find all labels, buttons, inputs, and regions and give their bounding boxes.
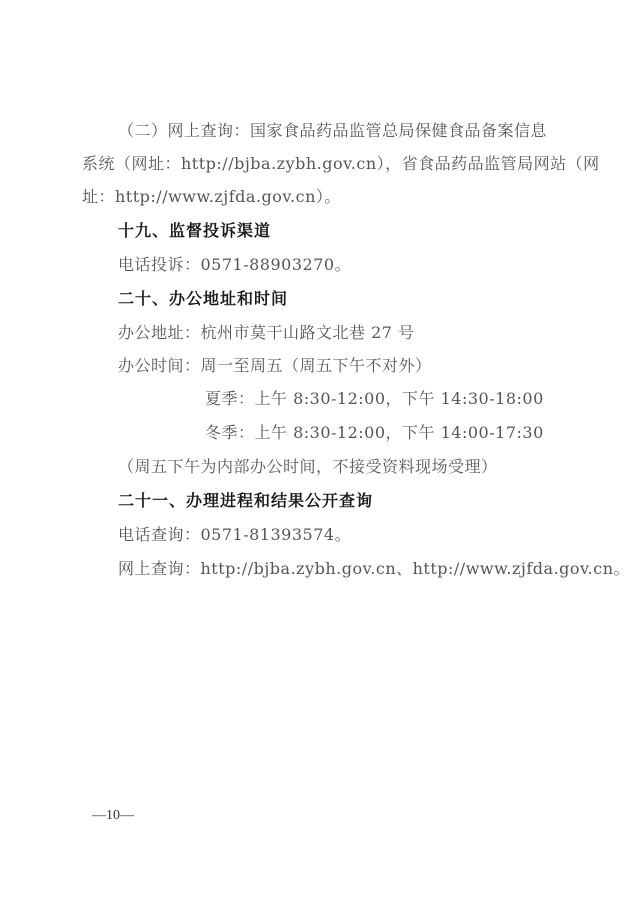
section-20-heading: 二十、办公地址和时间 [118,289,289,308]
online-query-line-3: 址：http://www.zjfda.gov.cn）。 [82,187,341,206]
section-21-phone: 电话查询：0571-81393574。 [118,525,352,544]
page-number: —10— [92,808,134,823]
online-query-line-2: 系统（网址：http://bjba.zybh.gov.cn），省食品药品监管局网站（网 [82,154,600,173]
online-query-line-1: （二）网上查询：国家食品药品监管总局保健食品备案信息 [118,121,548,140]
section-21-heading: 二十一、办理进程和结果公开查询 [118,491,374,510]
section-20-note: （周五下午为内部办公时间，不接受资料现场受理） [118,457,498,476]
section-20-summer: 夏季：上午 8:30-12:00，下午 14:30-18:00 [205,389,544,408]
section-20-winter: 冬季：上午 8:30-12:00，下午 14:00-17:30 [205,423,544,442]
section-21-online: 网上查询：http://bjba.zybh.gov.cn、http://www.zjfda.gov.cn。 [118,559,631,578]
section-19-heading: 十九、监督投诉渠道 [118,221,272,240]
section-20-address: 办公地址：杭州市莫干山路文北巷 27 号 [118,323,415,342]
section-20-hours: 办公时间：周一至周五（周五下午不对外） [118,356,432,375]
section-19-phone: 电话投诉：0571-88903270。 [118,255,352,274]
